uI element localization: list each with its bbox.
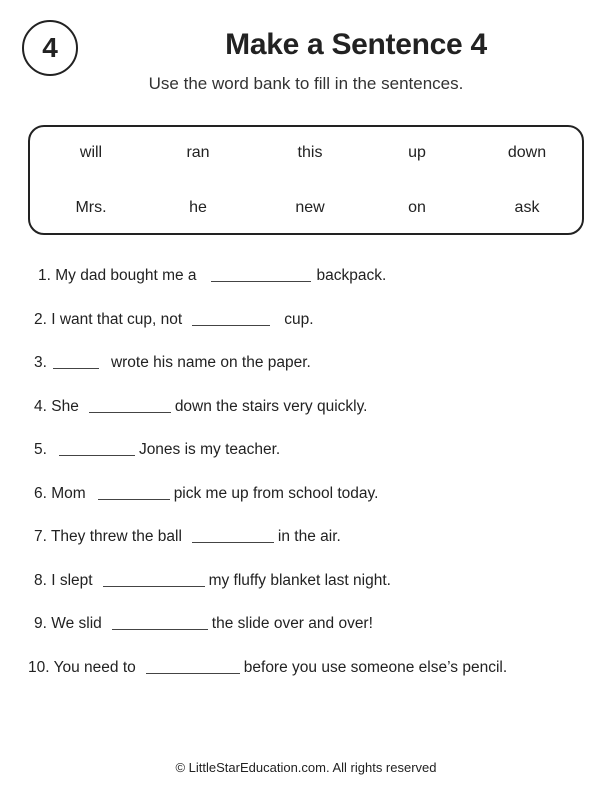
question-suffix: backpack. xyxy=(316,267,387,284)
word-bank-word: Mrs. xyxy=(75,199,107,216)
answer-blank[interactable] xyxy=(192,324,270,326)
word-bank-word: new xyxy=(295,199,325,216)
question-item xyxy=(34,572,391,590)
question-item xyxy=(34,485,378,503)
word-bank-row-1 xyxy=(30,144,582,168)
question-suffix: Jones is my teacher. xyxy=(138,441,281,458)
question-prefix: 4. She xyxy=(34,398,79,415)
question-suffix: the slide over and over! xyxy=(211,615,373,632)
question-suffix: pick me up from school today. xyxy=(173,485,379,502)
worksheet-number-badge xyxy=(22,20,78,76)
word-bank-word: will xyxy=(79,144,103,161)
page-title: Make a Sentence 4 xyxy=(225,28,487,61)
word-bank-word: down xyxy=(507,144,547,161)
answer-blank[interactable] xyxy=(211,280,311,282)
answer-blank[interactable] xyxy=(112,628,208,630)
word-bank-row-2 xyxy=(30,199,582,223)
question-prefix: 3. xyxy=(34,354,47,371)
badge-number: 4 xyxy=(42,32,58,63)
answer-blank[interactable] xyxy=(89,411,171,413)
question-prefix: 6. Mom xyxy=(34,485,86,502)
question-suffix: in the air. xyxy=(277,528,341,545)
question-item xyxy=(34,615,373,633)
word-bank-word: this xyxy=(297,144,323,161)
answer-blank[interactable] xyxy=(98,498,170,500)
question-suffix: before you use someone else’s pencil. xyxy=(243,659,508,676)
answer-blank[interactable] xyxy=(146,672,240,674)
copyright-footer: © LittleStarEducation.com. All rights reserved xyxy=(175,760,437,775)
word-bank-word: he xyxy=(189,199,207,216)
word-bank-word: up xyxy=(408,144,426,161)
answer-blank[interactable] xyxy=(53,367,99,369)
question-item xyxy=(28,659,507,677)
question-prefix: 5. xyxy=(34,441,47,458)
question-prefix: 7. They threw the ball xyxy=(34,528,182,545)
word-bank-word: on xyxy=(408,199,426,216)
question-suffix: my fluffy blanket last night. xyxy=(208,572,391,589)
answer-blank[interactable] xyxy=(59,454,135,456)
page-instructions: Use the word bank to fill in the sentences. xyxy=(148,74,464,93)
question-item xyxy=(34,311,314,329)
question-prefix: 1. My dad bought me a xyxy=(38,267,197,284)
word-bank-word: ask xyxy=(514,199,540,216)
question-prefix: 10. You need to xyxy=(28,659,136,676)
question-item xyxy=(34,354,311,372)
question-suffix: wrote his name on the paper. xyxy=(110,354,311,371)
word-bank-word: ran xyxy=(186,144,210,161)
question-item xyxy=(34,398,368,416)
question-prefix: 9. We slid xyxy=(34,615,102,632)
question-suffix: cup. xyxy=(284,311,314,328)
question-item xyxy=(34,528,341,546)
question-suffix: down the stairs very quickly. xyxy=(174,398,368,415)
question-item xyxy=(38,267,386,285)
question-item xyxy=(34,441,280,459)
question-prefix: 2. I want that cup, not xyxy=(34,311,183,328)
answer-blank[interactable] xyxy=(103,585,205,587)
answer-blank[interactable] xyxy=(192,541,274,543)
question-prefix: 8. I slept xyxy=(34,572,93,589)
word-bank xyxy=(28,125,584,235)
